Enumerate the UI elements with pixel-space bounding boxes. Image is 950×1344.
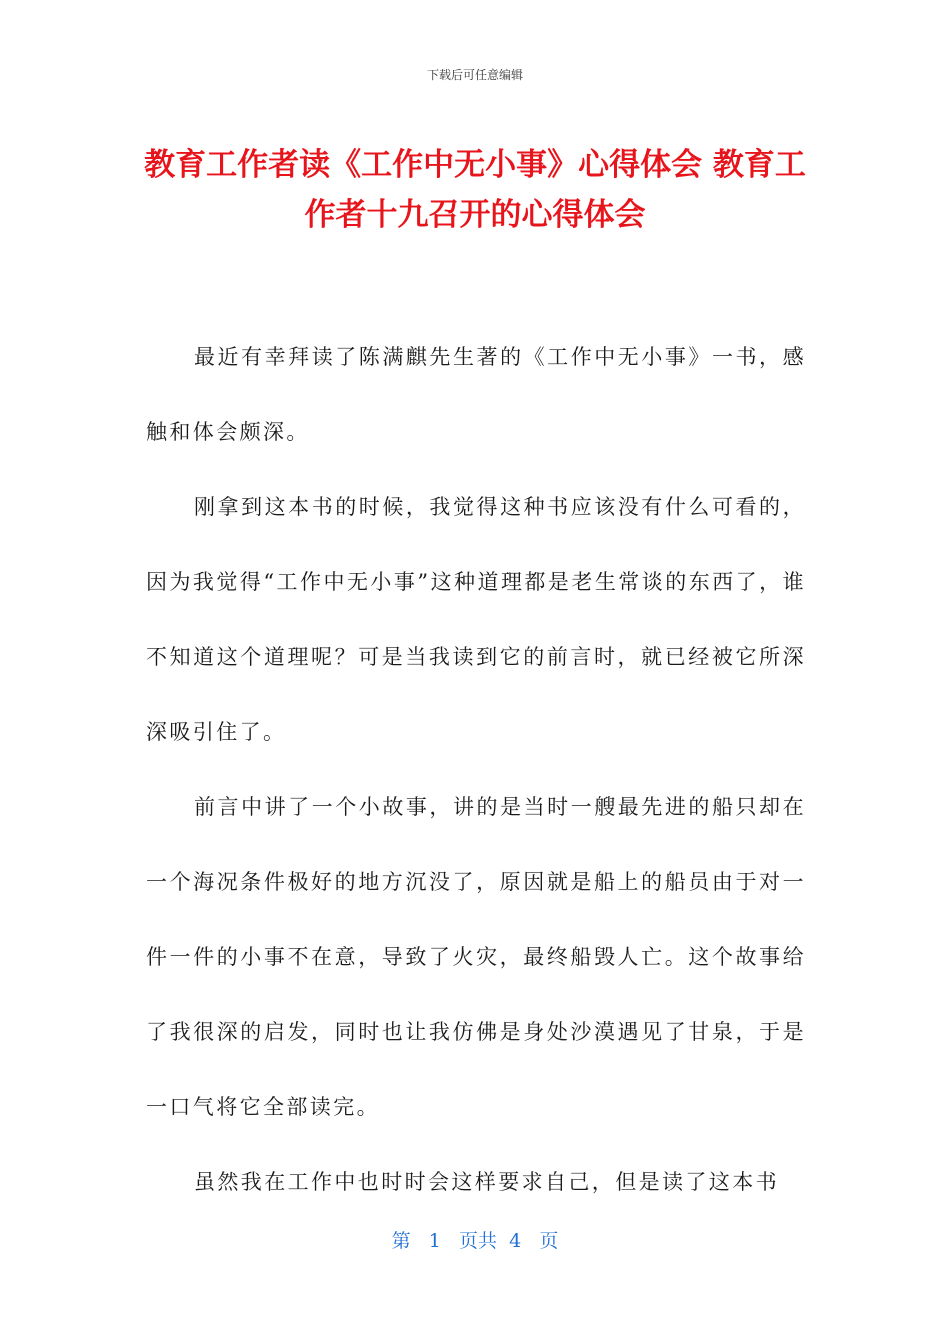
footer-middle: 页共 <box>459 1230 498 1252</box>
paragraph-3: 前言中讲了一个小故事，讲的是当时一艘最先进的船只却在一个海况条件极好的地方沉没了，原因就是船上的船员由于对一件一件的小事不在意，导致了火灾，最终船毁人亡。这个故事给了我很深的启发，同时也让我仿佛是身处沙漠遇见了甘泉，于是一口气将它全部读完。 <box>146 795 806 1119</box>
document-title: 教育工作者读《工作中无小事》心得体会 教育工作者十九召开的心得体会 <box>144 147 806 233</box>
page-footer <box>0 1226 950 1253</box>
footer-prefix: 第 <box>391 1230 411 1252</box>
paragraph-1: 最近有幸拜读了陈满麒先生著的《工作中无小事》一书，感触和体会颇深。 <box>146 345 806 444</box>
header-note: 下载后可任意编辑 <box>426 68 523 82</box>
paragraph-2: 刚拿到这本书的时候，我觉得这种书应该没有什么可看的，因为我觉得“工作中无小事”这种道理都是老生常谈的东西了，谁不知道这个道理呢？可是当我读到它的前言时，就已经被它所深深吸引住了。 <box>146 495 806 744</box>
footer-suffix: 页 <box>539 1230 559 1252</box>
footer-page-number: 1 <box>428 1230 441 1252</box>
document-body <box>146 320 806 1220</box>
footer-total-pages: 4 <box>509 1230 522 1252</box>
paragraph-4: 虽然我在工作中也时时会这样要求自己，但是读了这本书 <box>194 1170 779 1194</box>
